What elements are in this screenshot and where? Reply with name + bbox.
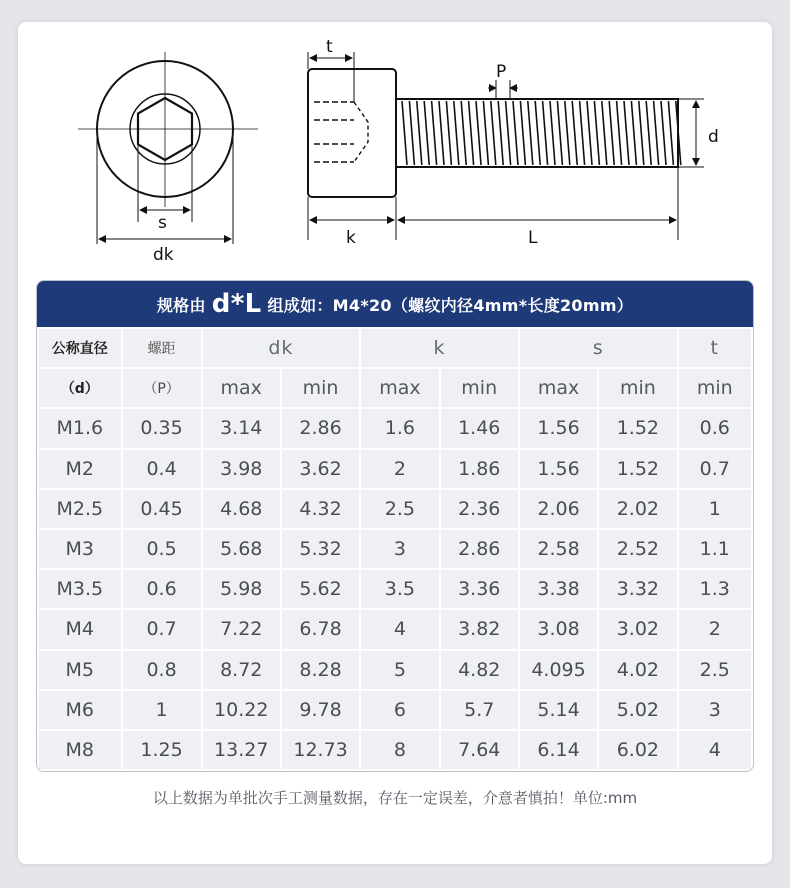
- pitch-symbol: （P）: [123, 369, 201, 407]
- cell-pitch: 0.45: [123, 490, 201, 528]
- table-row: [39, 450, 751, 488]
- dk-max-header: max: [203, 369, 280, 407]
- cell-diameter: M3: [39, 530, 121, 568]
- cell-k-min: 5.7: [441, 691, 518, 729]
- cell-diameter: M5: [39, 651, 121, 689]
- k-header: k: [361, 329, 518, 367]
- cell-dk-min: 12.73: [282, 731, 359, 769]
- cell-dk-min: 2.86: [282, 409, 359, 447]
- spec-table-panel: [36, 280, 754, 772]
- label-k: k: [346, 228, 356, 248]
- cell-dk-max: 10.22: [203, 691, 280, 729]
- pitch-label: 螺距: [123, 329, 201, 367]
- cell-k-max: 3: [361, 530, 438, 568]
- cell-s-min: 6.02: [599, 731, 676, 769]
- cell-diameter: M3.5: [39, 570, 121, 608]
- t-min-header: min: [679, 369, 751, 407]
- cell-s-min: 2.52: [599, 530, 676, 568]
- cell-k-max: 2: [361, 450, 438, 488]
- table-row: [39, 490, 751, 528]
- cell-s-max: 2.58: [520, 530, 597, 568]
- cell-t-min: 0.6: [679, 409, 751, 447]
- diameter-label: 公称直径: [39, 329, 121, 367]
- cell-t-min: 0.7: [679, 450, 751, 488]
- cell-k-min: 3.36: [441, 570, 518, 608]
- dk-min-header: min: [282, 369, 359, 407]
- cell-k-max: 2.5: [361, 490, 438, 528]
- label-dk: dk: [153, 245, 174, 265]
- cell-dk-min: 5.32: [282, 530, 359, 568]
- cell-s-max: 3.38: [520, 570, 597, 608]
- cell-k-max: 5: [361, 651, 438, 689]
- banner-formula: d*L: [211, 289, 262, 319]
- cell-diameter: M4: [39, 610, 121, 648]
- cell-s-max: 6.14: [520, 731, 597, 769]
- cell-dk-min: 8.28: [282, 651, 359, 689]
- cell-diameter: M2: [39, 450, 121, 488]
- cell-k-min: 2.36: [441, 490, 518, 528]
- cell-k-min: 1.46: [441, 409, 518, 447]
- cell-pitch: 0.5: [123, 530, 201, 568]
- table-row: [39, 651, 751, 689]
- cell-k-max: 8: [361, 731, 438, 769]
- table-row: [39, 409, 751, 447]
- cell-k-min: 1.86: [441, 450, 518, 488]
- cell-s-max: 1.56: [520, 409, 597, 447]
- cell-t-min: 1.3: [679, 570, 751, 608]
- banner-suffix: 组成如：M4*20（螺纹内径4mm*长度20mm）: [267, 295, 634, 315]
- header-row-2: [39, 369, 751, 407]
- label-d: d: [708, 127, 719, 147]
- table-row: [39, 610, 751, 648]
- cell-s-min: 5.02: [599, 691, 676, 729]
- cell-t-min: 2: [679, 610, 751, 648]
- cell-pitch: 0.8: [123, 651, 201, 689]
- banner-prefix: 规格由: [156, 295, 206, 315]
- table-row: [39, 731, 751, 769]
- table-row: [39, 691, 751, 729]
- cell-s-min: 3.32: [599, 570, 676, 608]
- cell-s-max: 3.08: [520, 610, 597, 648]
- k-min-header: min: [441, 369, 518, 407]
- spec-table-body: [39, 409, 751, 769]
- cell-s-min: 2.02: [599, 490, 676, 528]
- s-min-header: min: [599, 369, 676, 407]
- cell-dk-min: 4.32: [282, 490, 359, 528]
- cell-s-max: 2.06: [520, 490, 597, 528]
- cell-dk-max: 4.68: [203, 490, 280, 528]
- cell-k-max: 6: [361, 691, 438, 729]
- cell-t-min: 2.5: [679, 651, 751, 689]
- cell-diameter: M8: [39, 731, 121, 769]
- cell-k-min: 4.82: [441, 651, 518, 689]
- cell-dk-min: 9.78: [282, 691, 359, 729]
- cell-dk-max: 5.68: [203, 530, 280, 568]
- cell-k-max: 4: [361, 610, 438, 648]
- spec-banner: [37, 281, 753, 327]
- cell-t-min: 3: [679, 691, 751, 729]
- s-header: s: [520, 329, 677, 367]
- dk-header: dk: [203, 329, 360, 367]
- spec-card: [18, 22, 772, 864]
- cell-pitch: 0.35: [123, 409, 201, 447]
- cell-dk-min: 5.62: [282, 570, 359, 608]
- cell-s-min: 4.02: [599, 651, 676, 689]
- cell-k-max: 3.5: [361, 570, 438, 608]
- t-header: t: [679, 329, 751, 367]
- head-top-view: [78, 52, 258, 244]
- cell-s-max: 4.095: [520, 651, 597, 689]
- table-row: [39, 530, 751, 568]
- cell-dk-max: 3.98: [203, 450, 280, 488]
- diameter-symbol: （d）: [39, 369, 121, 407]
- label-p: P: [496, 62, 507, 82]
- cell-dk-min: 3.62: [282, 450, 359, 488]
- cell-k-min: 3.82: [441, 610, 518, 648]
- cell-dk-min: 6.78: [282, 610, 359, 648]
- cell-diameter: M2.5: [39, 490, 121, 528]
- screw-diagram: [18, 22, 772, 272]
- cell-t-min: 4: [679, 731, 751, 769]
- cell-dk-max: 5.98: [203, 570, 280, 608]
- header-row-1: [39, 329, 751, 367]
- cell-s-min: 3.02: [599, 610, 676, 648]
- cell-pitch: 1: [123, 691, 201, 729]
- cell-dk-max: 13.27: [203, 731, 280, 769]
- cell-pitch: 1.25: [123, 731, 201, 769]
- cell-diameter: M6: [39, 691, 121, 729]
- cell-k-min: 2.86: [441, 530, 518, 568]
- label-s: s: [158, 213, 167, 233]
- thread-lines: [402, 101, 681, 165]
- table-row: [39, 570, 751, 608]
- label-L: L: [528, 228, 538, 248]
- cell-s-max: 1.56: [520, 450, 597, 488]
- cell-s-min: 1.52: [599, 409, 676, 447]
- cell-pitch: 0.4: [123, 450, 201, 488]
- spec-table: [37, 327, 753, 771]
- cell-k-max: 1.6: [361, 409, 438, 447]
- cell-t-min: 1: [679, 490, 751, 528]
- s-max-header: max: [520, 369, 597, 407]
- cell-diameter: M1.6: [39, 409, 121, 447]
- cell-pitch: 0.7: [123, 610, 201, 648]
- cell-dk-max: 7.22: [203, 610, 280, 648]
- label-t: t: [326, 37, 333, 57]
- cell-dk-max: 8.72: [203, 651, 280, 689]
- cell-dk-max: 3.14: [203, 409, 280, 447]
- cell-s-max: 5.14: [520, 691, 597, 729]
- cell-t-min: 1.1: [679, 530, 751, 568]
- cell-s-min: 1.52: [599, 450, 676, 488]
- cell-k-min: 7.64: [441, 731, 518, 769]
- measurement-footnote: 以上数据为单批次手工测量数据，存在一定误差，介意者慎拍！单位:mm: [152, 789, 638, 807]
- cell-pitch: 0.6: [123, 570, 201, 608]
- k-max-header: max: [361, 369, 438, 407]
